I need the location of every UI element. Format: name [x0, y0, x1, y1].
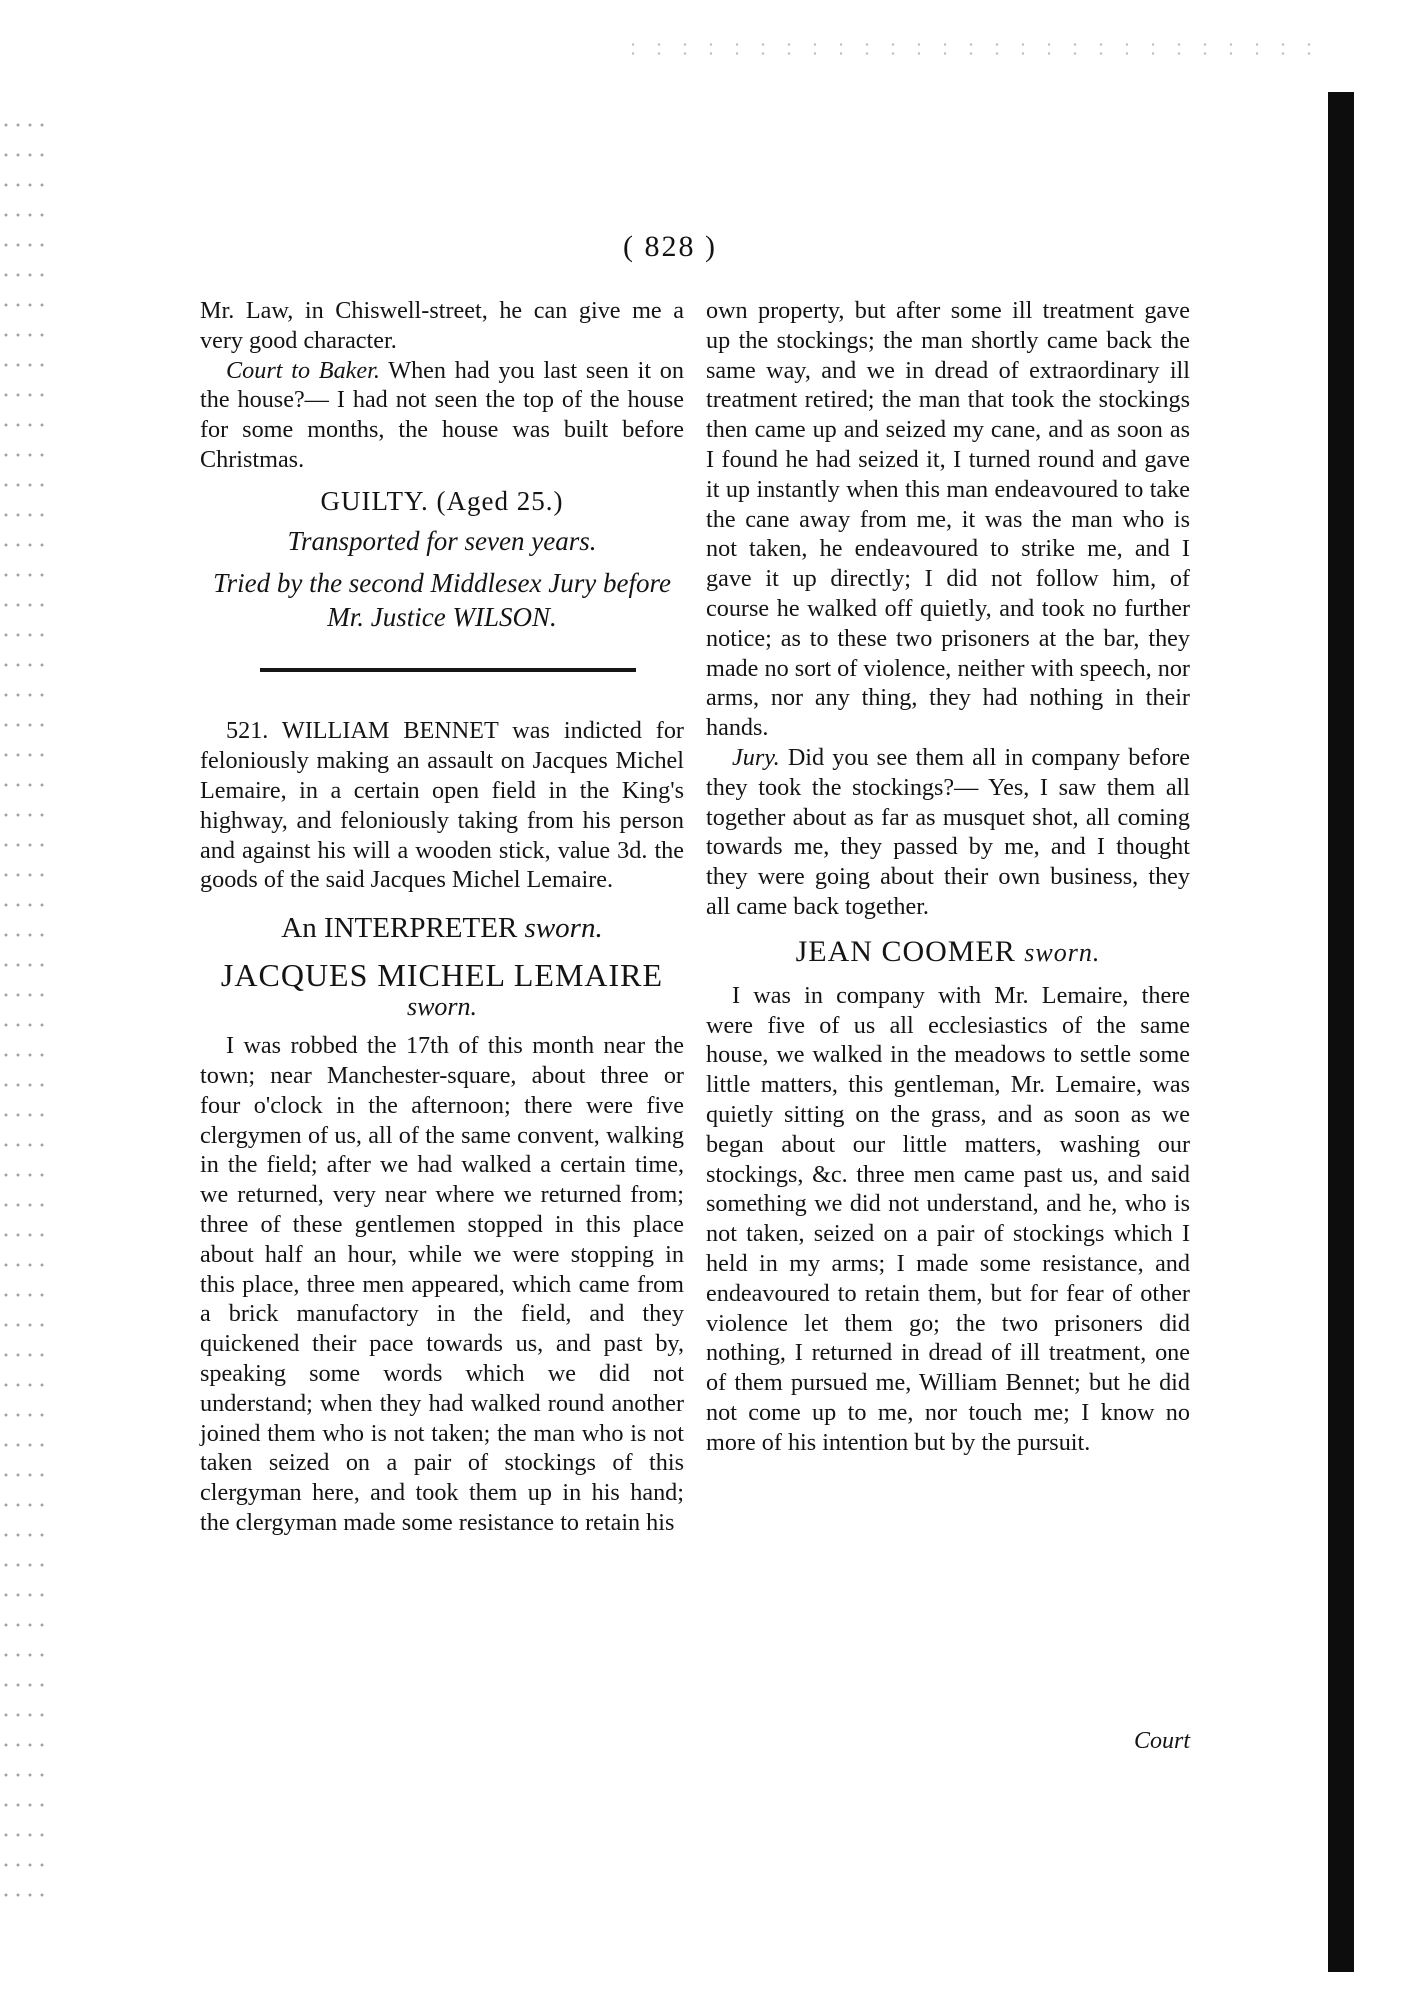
testimony-paragraph: I was robbed the 17th of this month near the town; near Manchester-square, about three or four o'clock in the afternoon; there were five clergymen of us, all of the same convent, walking in the field; after we had walked a certain time, we returned, very near where we returned from; three of these gentlemen stopped in this place about half an hour, while we were stopping in this place, three men appeared, which came from a brick manufactory in the field, and they quickened their pace towards us, and past by, speaking some words which we did not understand; when they had walked round another joined them who is not taken; the man who is not taken seized on a pair of stockings of this clergyman here, and took them up in his hand; the clergyman made some resistance to retain his	[200, 1032, 684, 1536]
binding-shadow	[1328, 92, 1354, 1972]
trial-line-2: Mr. Justice WILSON.	[327, 602, 557, 633]
catchword: Court	[1133, 1728, 1190, 1754]
speaker-label: Jury.	[732, 743, 780, 771]
witness-heading: JACQUES MICHEL LEMAIRE	[220, 957, 664, 994]
witness-heading: JEAN COOMER sworn.	[795, 934, 1101, 968]
page-number: ( 828 )	[623, 230, 717, 263]
right-column	[706, 296, 1190, 1457]
testimony-continued: own property, but after some ill treatment gave up the stockings; the man shortly came back the same way, and we in dread of extraordinary ill treatment retired; the man that took the stockings then came up and seized my cane, and as soon as I found he had seized it, I turned round and gave it up instantly when this man endeavoured to take the cane away from me, it was the man who is not taken, he endeavoured to strike me, and I gave it up directly; I did not follow him, of course he walked off quietly, and took no further notice; as to these two prisoners at the bar, they made no sort of violence, neither with speech, nor arms, nor any thing, they had nothing in their hands.	[706, 297, 1190, 742]
trial-line	[200, 566, 684, 634]
verdict: GUILTY. (Aged 25.)	[320, 485, 564, 516]
interpreter-heading: An INTERPRETER sworn.	[281, 912, 603, 945]
trial-line-1: Tried by the second Middlesex Jury before	[213, 568, 671, 599]
question-text: When had you last seen it on the house?— I had not seen the top of the house for some months, the house was built before Christmas.	[200, 356, 684, 473]
left-column	[200, 296, 684, 1538]
testimony-paragraph: I was in company with Mr. Lemaire, there were five of us all ecclesiastics of the same house, we walked in the meadows to settle some little matters, this gentleman, Mr. Lemaire, was quietly sitting on the grass, and as soon as we began about our little matters, washing our stockings, &c. three men came past us, and said something we did not understand, and he, who is not taken, seized on a pair of stockings which I held in my arms; I made some resistance, and endeavoured to retain them, but for fear of other violence let them go; the two prisoners did nothing, I returned in dread of ill treatment, one of them pursued me, William Bennet; but he did not come up to me, nor touch me; I know no more of his intention but by the pursuit.	[706, 981, 1190, 1456]
sentence: Transported for seven years.	[287, 525, 597, 556]
binding-edge-marks	[0, 110, 44, 1910]
witness-sworn: sworn.	[406, 992, 478, 1022]
court-question	[200, 356, 684, 475]
case-paragraph: 521. WILLIAM BENNET was indicted for feloniously making an assault on Jacques Michel Lemaire, in a certain open field in the King's highway, and feloniously taking from his person and against his will a wooden stick, value 3d. the goods of the said Jacques Michel Lemaire.	[200, 717, 684, 894]
paper-specks	[620, 40, 1320, 58]
paragraph: Mr. Law, in Chiswell-street, he can give me a very good character.	[200, 297, 684, 354]
speaker-label: Court to Baker.	[226, 356, 380, 384]
jury-question: Jury. Did you see them all in company before they took the stockings?— Yes, I saw them all together about as far as musquet shot, all coming towards me, they passed by me, and I thought they were going about their own business, they all came back together.	[706, 743, 1190, 920]
section-divider	[200, 634, 684, 706]
